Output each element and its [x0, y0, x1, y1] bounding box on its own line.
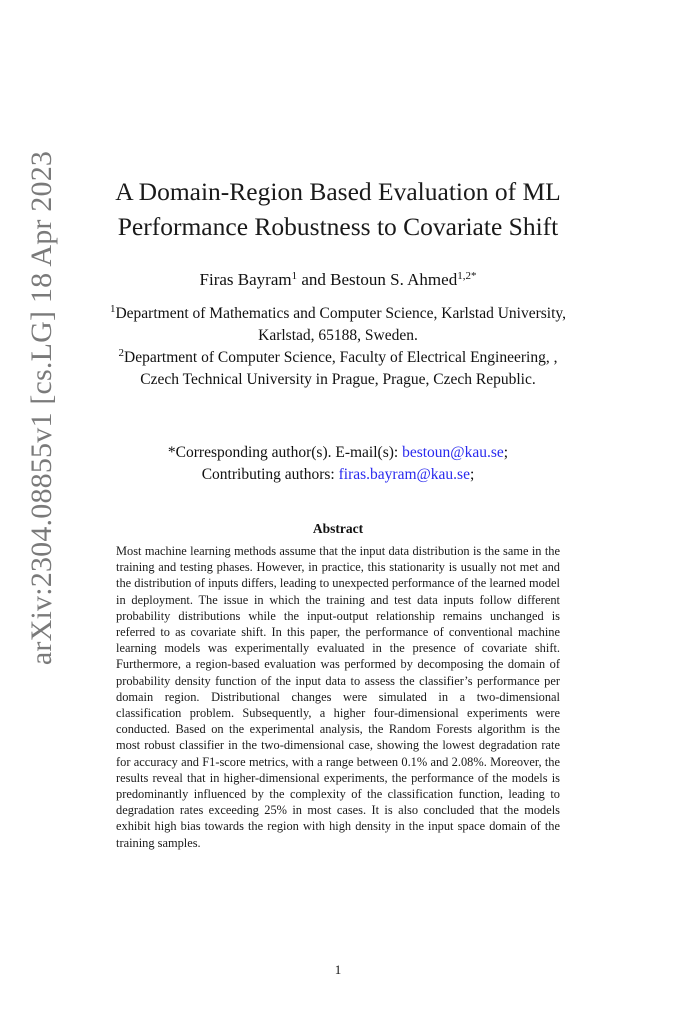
affiliation-mark: 2 — [118, 347, 125, 359]
corresponding-line — [100, 442, 576, 464]
contributing-suffix: ; — [469, 466, 475, 483]
corresponding-suffix: ; — [503, 444, 509, 461]
corresponding-email-link[interactable]: bestoun@kau.se — [402, 444, 504, 461]
contributing-line — [100, 464, 576, 486]
contributing-email-link[interactable]: firas.bayram@kau.se — [338, 466, 470, 483]
affiliation-text: Department of Computer Science, Faculty of Electrical Engineering, , Czech Technical University in Prague, Prague, Czech Republic. — [124, 349, 558, 388]
paper-title: A Domain-Region Based Evaluation of ML Performance Robustness to Covariate Shift — [115, 177, 561, 241]
abstract-heading: Abstract — [312, 521, 364, 536]
arxiv-identifier-stamp — [0, 0, 58, 666]
affiliation-mark: 1 — [109, 303, 116, 315]
affiliation — [100, 347, 576, 391]
page-number: 1 — [334, 962, 342, 977]
author-affiliation-mark: 1,2* — [457, 270, 477, 282]
correspondence-block — [100, 442, 576, 486]
affiliation — [100, 303, 576, 347]
author-name: Firas Bayram — [199, 270, 292, 289]
author-name: Bestoun S. Ahmed — [330, 270, 458, 289]
corresponding-label: *Corresponding author(s). E-mail(s): — [167, 444, 403, 461]
abstract-text: Most machine learning methods assume that the input data distribution is the same in the training and testing phases. However, in practice, this stationarity is usually not met and the distribution of inputs differs, leading to unexpected performance of the learned model in deployment. The issue in which the training and test data inputs follow different probability distributions while the input-output relationship remains unchanged is referred to as covariate shift. In this paper, the performance of conventional machine learning models was experimentally evaluated in the presence of covariate shift. Furthermore, a region-based evaluation was performed by decomposing the domain of probability density function of the input data to assess the classifier’s performance per domain region. Distributional changes were simulated in a two-dimensional classification problem. Subsequently, a higher four-dimensional experiments were conducted. Based on the experimental analysis, the Random Forests algorithm is the most robust classifier in the two-dimensional case, showing the lowest degradation rate for accuracy and F1-score metrics, with a range between 0.1% and 2.08%. Moreover, the results reveal that in higher-dimensional experiments, the performance of the models is predominantly influenced by the complexity of the classification function, leading to degradation rates exceeding 25% in most cases. It is also concluded that the models exhibit high bias towards the region with high density in the input space domain of the training samples. — [116, 544, 560, 850]
contributing-label: Contributing authors: — [201, 466, 339, 483]
affiliation-text: Department of Mathematics and Computer Science, Karlstad University, Karlstad, 65188, Sweden. — [115, 305, 566, 344]
affiliations — [100, 303, 576, 391]
author-list — [100, 268, 576, 292]
author-connector: and — [297, 270, 331, 289]
author-affiliation-mark: 1 — [291, 270, 298, 282]
arxiv-stamp-text: arXiv:2304.08855v1 [cs.LG] 18 Apr 2023 — [25, 150, 58, 666]
